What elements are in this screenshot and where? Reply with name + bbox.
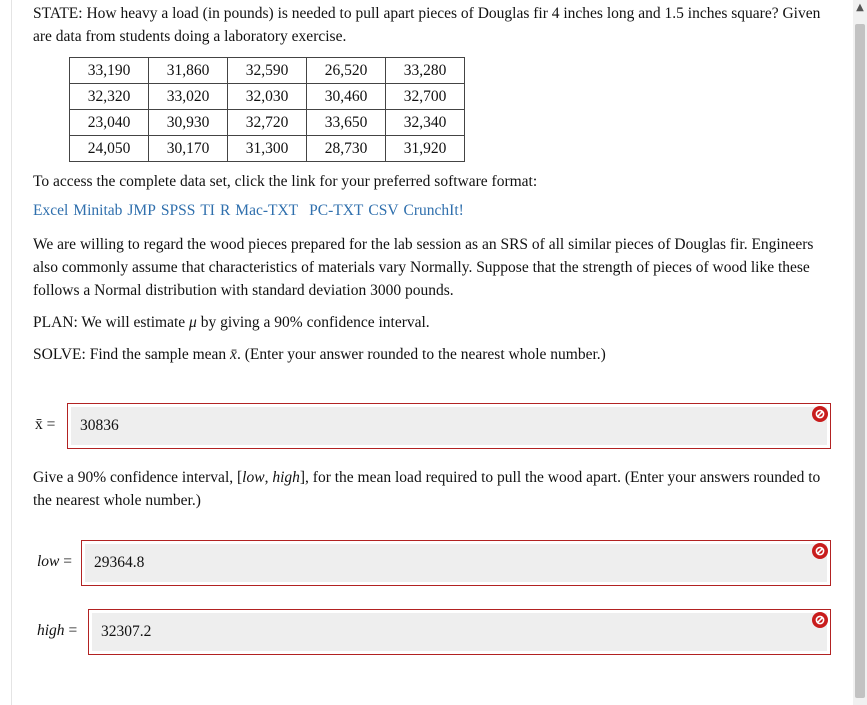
xbar-label: x̄ = (35, 416, 56, 433)
link-csv[interactable]: CSV (368, 202, 399, 219)
table-cell: 31,920 (386, 136, 465, 162)
low-label: low = (37, 553, 73, 570)
table-cell: 23,040 (70, 110, 149, 136)
error-icon (812, 543, 828, 559)
solve-before: SOLVE: Find the sample mean (33, 346, 231, 363)
scroll-thumb[interactable] (855, 24, 865, 698)
table-cell: 24,050 (70, 136, 149, 162)
table-row (70, 136, 465, 162)
software-links (33, 202, 469, 220)
xbar-symbol: x̄ (230, 346, 237, 363)
table-cell: 26,520 (307, 58, 386, 84)
table-cell: 33,190 (70, 58, 149, 84)
table-row (70, 110, 465, 136)
link-spss[interactable]: SPSS (160, 202, 196, 219)
link-excel[interactable]: Excel (33, 202, 69, 219)
access-text: To access the complete data set, click the link for your preferred software format: (33, 173, 538, 190)
plan-before: PLAN: We will estimate (33, 314, 190, 331)
ci-low-word: low (242, 469, 265, 486)
low-answer-field[interactable] (81, 540, 831, 586)
table-cell: 28,730 (307, 136, 386, 162)
table-row (70, 84, 465, 110)
plan-after: by giving a 90% confidence interval. (196, 314, 430, 331)
link-ti[interactable]: TI (200, 202, 215, 219)
error-icon (812, 406, 828, 422)
link-mac-txt[interactable]: Mac-TXT (235, 202, 299, 219)
xbar-input[interactable]: 30836 (71, 407, 827, 445)
table-cell: 30,930 (149, 110, 228, 136)
table-cell: 32,340 (386, 110, 465, 136)
table-cell: 30,460 (307, 84, 386, 110)
table-cell: 32,700 (386, 84, 465, 110)
xbar-answer-field[interactable] (67, 403, 831, 449)
table-cell: 31,300 (228, 136, 307, 162)
ci-high-word: high (272, 469, 300, 486)
mu-symbol: μ (189, 314, 197, 331)
link-crunchit[interactable]: CrunchIt! (403, 202, 464, 219)
table-cell: 30,170 (149, 136, 228, 162)
table-cell: 31,860 (149, 58, 228, 84)
table-cell: 32,030 (228, 84, 307, 110)
plan-text (33, 311, 823, 334)
link-minitab[interactable]: Minitab (73, 202, 123, 219)
table-cell: 33,020 (149, 84, 228, 110)
assumption-text: We are willing to regard the wood pieces prepared for the lab session as an SRS of all similar pieces of Douglas fir. Engineers also commonly assume that characteristics of materials vary Normally. Suppose that the strength of pieces of wood like these follows a Normal distribution with standard deviation 3000 pounds. (33, 236, 814, 299)
error-icon (812, 612, 828, 628)
table-cell: 33,280 (386, 58, 465, 84)
data-table (69, 57, 465, 162)
ci-after: ], for the mean load required to pull the wood apart. (Enter your answers rounded to the nearest whole number.) (33, 469, 821, 509)
vertical-scrollbar[interactable] (853, 0, 867, 705)
ci-before: Give a 90% confidence interval, [ (33, 469, 243, 486)
scroll-up-icon[interactable]: ▲ (856, 2, 864, 13)
solve-after: . (Enter your answer rounded to the nearest whole number.) (236, 346, 606, 363)
ci-sep: , (264, 469, 273, 486)
table-cell: 33,650 (307, 110, 386, 136)
link-r[interactable]: R (219, 202, 231, 219)
low-input[interactable]: 29364.8 (85, 544, 827, 582)
high-answer-field[interactable] (88, 609, 831, 655)
table-cell: 32,320 (70, 84, 149, 110)
table-cell: 32,720 (228, 110, 307, 136)
high-input[interactable]: 32307.2 (92, 613, 827, 651)
table-row (70, 58, 465, 84)
link-jmp[interactable]: JMP (127, 202, 156, 219)
high-label: high = (37, 622, 78, 639)
state-text: STATE: How heavy a load (in pounds) is needed to pull apart pieces of Douglas fir 4 inches long and 1.5 inches square? Given are data from students doing a laboratory exercise. (33, 5, 821, 45)
link-pc-txt[interactable]: PC-TXT (309, 202, 364, 219)
ci-question-text (33, 466, 823, 512)
solve-text (33, 343, 823, 366)
table-cell: 32,590 (228, 58, 307, 84)
